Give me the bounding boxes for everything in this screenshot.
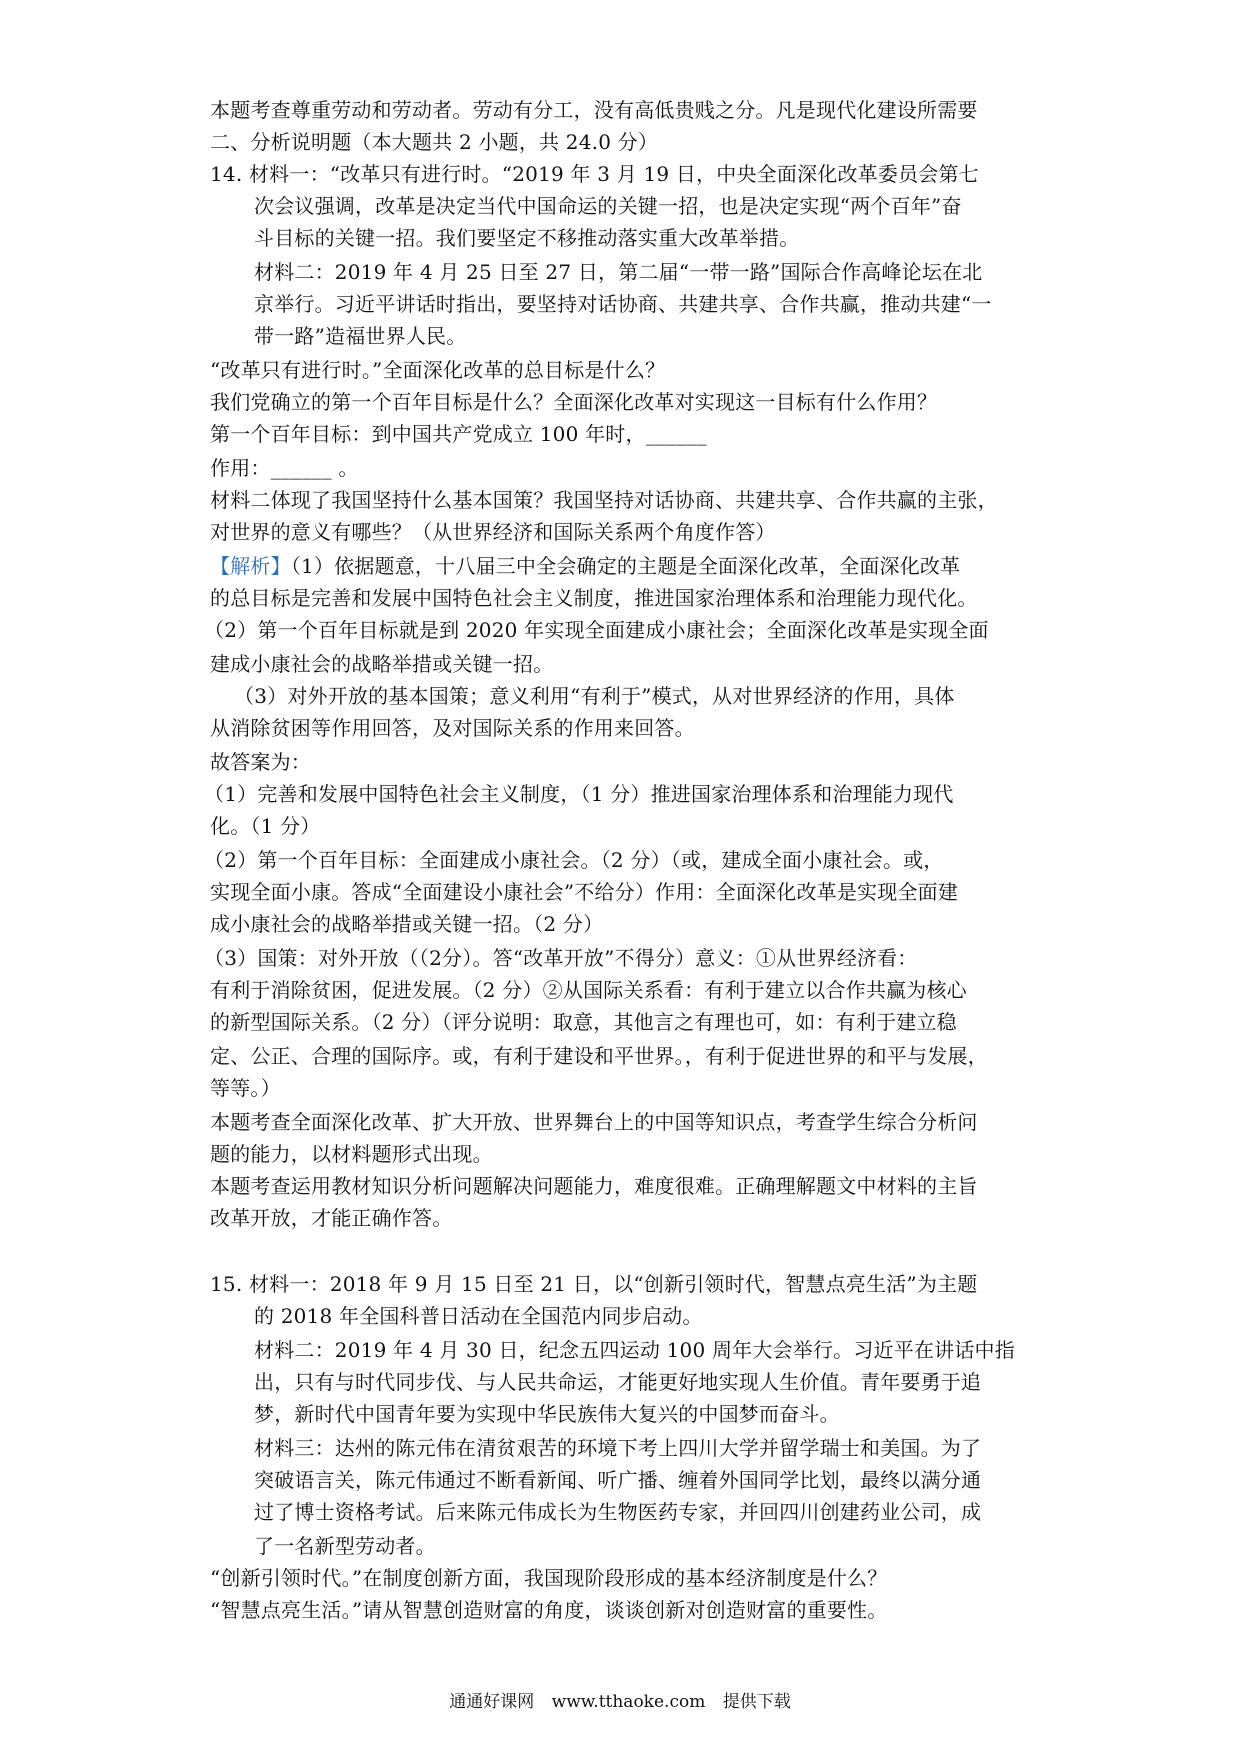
q14-analysis-line [210, 550, 960, 582]
section-title: 二、分析说明题（本大题共 2 小题，共 24.0 分） [210, 130, 659, 154]
q15-subquestion: “智慧点亮生活。”请从智慧创造财富的角度，谈谈创新对创造财富的重要性。 [210, 1598, 888, 1622]
q14-answer-heading: 故答案为： [210, 750, 311, 774]
intro-text: 本题考查尊重劳动和劳动者。劳动有分工，没有高低贵贱之分。凡是现代化建设所需要 [210, 98, 978, 122]
q14-analysis-line: 的总目标是完善和发展中国特色社会主义制度，推进国家治理体系和治理能力现代化。 [210, 586, 978, 610]
q15-line: 梦，新时代中国青年要为实现中华民族伟大复兴的中国梦而奋斗。 [254, 1402, 840, 1426]
q14-answer-line: 的新型国际关系。（2 分）（评分说明：取意，其他言之有理也可，如：有利于建立稳 [210, 1010, 957, 1034]
q14-analysis-line: （3）对外开放的基本国策；意义利用“有利于”模式，从对世界经济的作用，具体 [234, 684, 955, 708]
q15-line: 材料三：达州的陈元伟在清贫艰苦的环境下考上四川大学并留学瑞士和美国。为了 [254, 1436, 982, 1460]
q14-line: 14. 材料一：“改革只有进行时。“2019 年 3 月 19 日，中央全面深化改革委员会第七 [210, 162, 979, 186]
q14-subquestion: 作用：______ 。 [210, 456, 359, 480]
q14-answer-line: 实现全面小康。答成“全面建设小康社会”不给分）作用：全面深化改革是实现全面建 [210, 880, 959, 904]
q15-line: 的 2018 年全国科普日活动在全国范内同步启动。 [254, 1304, 703, 1328]
q15-line: 15. 材料一：2018 年 9 月 15 日至 21 日，以“创新引领时代，智慧点亮生活”为主题 [210, 1272, 978, 1296]
q14-answer-line: 定、公正、合理的国际序。或，有利于建设和平世界。，有利于促进世界的和平与发展， [210, 1044, 988, 1068]
q14-answer-line: 成小康社会的战略举措或关键一招。（2 分） [210, 912, 604, 936]
q15-line: 出，只有与时代同步伐、与人民共命运，才能更好地实现人生价值。青年要勇于追 [254, 1370, 982, 1394]
q14-answer-line: （1）完善和发展中国特色社会主义制度，（1 分）推进国家治理体系和治理能力现代 [204, 782, 954, 806]
q14-comment-line: 本题考查运用教材知识分析问题解决问题能力，难度很难。正确理解题文中材料的主旨 [210, 1174, 978, 1198]
q14-line: 次会议强调，改革是决定当代中国命运的关键一招，也是决定实现“两个百年”奋 [254, 194, 962, 218]
q14-answer-line: （2）第一个百年目标：全面建成小康社会。（2 分）（或，建成全面小康社会。或， [204, 848, 944, 872]
q14-line: 斗目标的关键一招。我们要坚定不移推动落实重大改革举措。 [254, 226, 800, 250]
q14-comment-line: 改革开放，才能正确作答。 [210, 1206, 453, 1230]
q14-answer-line: 有利于消除贫困，促进发展。（2 分）②从国际关系看：有利于建立以合作共赢为核心 [210, 978, 967, 1002]
q14-subquestion: 第一个百年目标：到中国共产党成立 100 年时，______ [210, 422, 707, 446]
analysis-tag: 【解析】 [210, 554, 291, 578]
page-footer [0, 1690, 1240, 1714]
q15-line: 材料二：2019 年 4 月 30 日，纪念五四运动 100 周年大会举行。习近平在讲话中指 [254, 1338, 1015, 1362]
q14-line: 带一路”造福世界人民。 [254, 324, 467, 348]
q14-line: 材料二：2019 年 4 月 25 日至 27 日，第二届“一带一路”国际合作高峰论坛在北 [254, 260, 983, 284]
q14-analysis-line: 从消除贫困等作用回答，及对国际关系的作用来回答。 [210, 716, 695, 740]
q14-analysis-line: （2）第一个百年目标就是到 2020 年实现全面建成小康社会；全面深化改革是实现全面 [204, 618, 989, 642]
q14-analysis-line: 建成小康社会的战略举措或关键一招。 [210, 652, 554, 676]
q14-subquestion: 我们党确立的第一个百年目标是什么？全面深化改革对实现这一目标有什么作用？ [210, 390, 938, 414]
q14-answer-line: 化。（1 分） [210, 814, 321, 838]
q14-subquestion: 对世界的意义有哪些？（从世界经济和国际关系两个角度作答） [210, 520, 776, 544]
q15-subquestion: “创新引领时代。”在制度创新方面，我国现阶段形成的基本经济制度是什么？ [210, 1566, 888, 1590]
footer-note: 提供下载 [722, 1692, 791, 1712]
footer-site-name: 通通好课网 [449, 1692, 535, 1712]
footer-url[interactable]: www.tthaoke.com [551, 1692, 706, 1712]
analysis-text: （1）依据题意，十八届三中全会确定的主题是全面深化改革，全面深化改革 [290, 554, 961, 578]
q14-comment-line: 本题考查全面深化改革、扩大开放、世界舞台上的中国等知识点，考查学生综合分析问 [210, 1110, 978, 1134]
q14-answer-line: 等等。） [210, 1076, 281, 1100]
q15-line: 过了博士资格考试。后来陈元伟成长为生物医药专家，并回四川创建药业公司，成 [254, 1500, 982, 1524]
q14-subquestion: “改革只有进行时。”全面深化改革的总目标是什么？ [210, 358, 666, 382]
q14-comment-line: 题的能力，以材料题形式出现。 [210, 1142, 493, 1166]
q14-line: 京举行。习近平讲话时指出，要坚持对话协商、共建共享、合作共赢，推动共建“一 [254, 292, 992, 316]
q15-line: 突破语言关，陈元伟通过不断看新闻、听广播、缠着外国同学比划，最终以满分通 [254, 1468, 982, 1492]
q14-subquestion: 材料二体现了我国坚持什么基本国策？我国坚持对话协商、共建共享、合作共赢的主张， [210, 488, 998, 512]
q15-line: 了一名新型劳动者。 [254, 1534, 436, 1558]
q14-answer-line: （3）国策：对外开放（（2分）。答“改革开放”不得分）意义：①从世界经济看： [204, 946, 918, 970]
